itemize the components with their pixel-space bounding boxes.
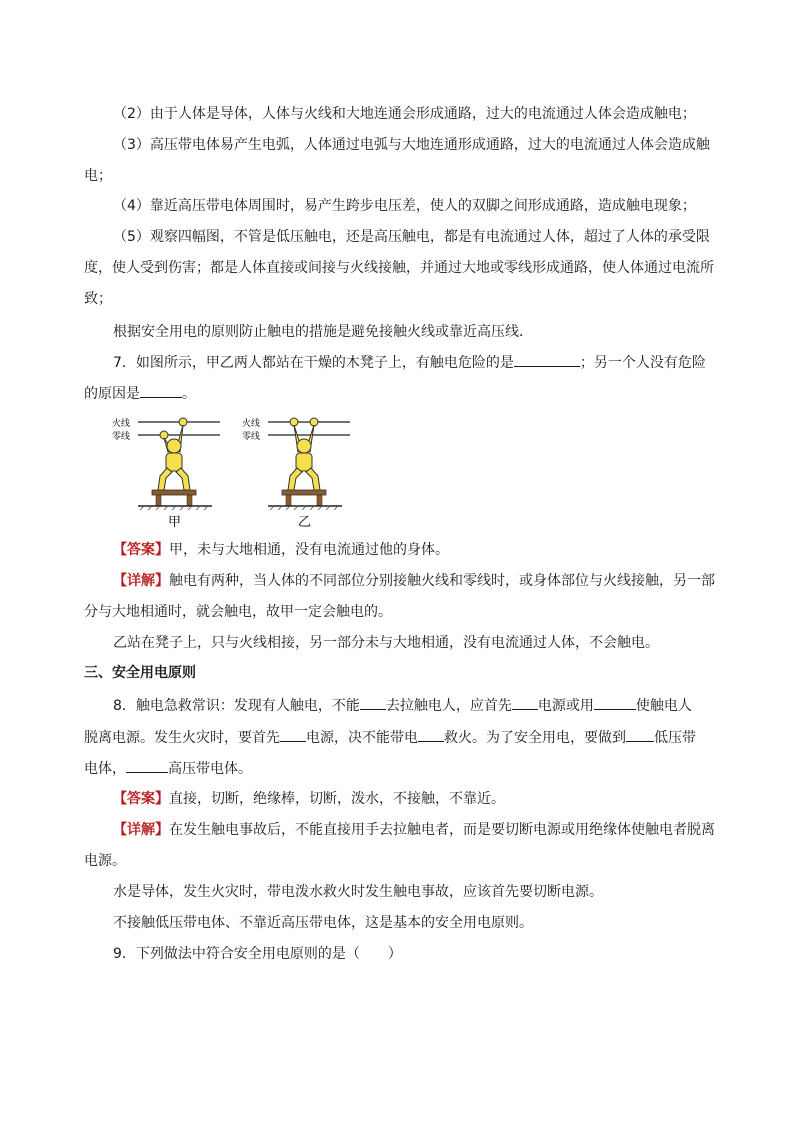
svg-text:甲: 甲 xyxy=(168,515,182,530)
q9: 9．下列做法中符合安全用电原则的是（ ） xyxy=(113,946,402,962)
person-jia-icon xyxy=(158,418,190,490)
svg-text:零线: 零线 xyxy=(242,432,261,442)
section-title: 三、安全用电原则 xyxy=(84,665,196,681)
q8-answer: 【答案】直接，切断，绝缘棒，切断，泼水，不接触，不靠近。 xyxy=(113,791,505,807)
electric-shock-figure xyxy=(108,410,358,530)
p5-line2: 度，使人受到伤害；都是人体直接或间接与火线接触，并通过大地或零线形成通路，使人体通过电流所 xyxy=(84,260,714,276)
q8-detail-line4: 不接触低压带电体、不靠近高压带电体，这是基本的安全用电原则。 xyxy=(113,915,533,931)
q7-detail-line2: 分与大地相通时，就会触电，故甲一定会触电的。 xyxy=(84,604,392,620)
p3-line2: 电； xyxy=(84,168,112,184)
q8-detail-line3: 水是导体，发生火灾时，带电泼水救火时发生触电事故，应该首先要切断电源。 xyxy=(113,884,603,900)
p6: 根据安全用电的原则防止触电的措施是避免接触火线或靠近高压线． xyxy=(113,324,533,340)
svg-text:火线: 火线 xyxy=(112,419,131,429)
q7-line1: 7．如图所示，甲乙两人都站在干燥的木凳子上，有触电危险的是 ；另一个人没有危险 xyxy=(113,352,706,373)
q8-detail-line2: 电源。 xyxy=(84,853,126,869)
svg-text:火线: 火线 xyxy=(242,419,261,429)
svg-text:乙: 乙 xyxy=(298,515,312,530)
q8-line3: 电体， 高压带电体。 xyxy=(84,758,252,779)
q7-detail-line3: 乙站在凳子上，只与火线相接，另一部分未与大地相通，没有电流通过人体，不会触电。 xyxy=(113,635,659,651)
p4: （4）靠近高压带电体周围时，易产生跨步电压差，使人的双脚之间形成通路，造成触电现象； xyxy=(113,198,696,214)
p2: （2）由于人体是导体，人体与火线和大地连通会形成通路，过大的电流通过人体会造成触电； xyxy=(113,106,696,122)
p5-line1: （5）观察四幅图，不管是低压触电，还是高压触电，都是有电流通过人体，超过了人体的承受限 xyxy=(113,229,710,245)
stool-jia-icon xyxy=(152,490,196,495)
q7-detail-line1: 【详解】触电有两种，当人体的不同部位分别接触火线和零线时，或身体部位与火线接触，另一部 xyxy=(113,573,715,589)
q8-detail-line1: 【详解】在发生触电事故后，不能直接用手去拉触电者，而是要切断电源或用绝缘体使触电者脱离 xyxy=(113,822,715,838)
p5-line3: 致； xyxy=(84,291,112,307)
q7-answer: 【答案】甲，未与大地相通，没有电流通过他的身体。 xyxy=(113,542,449,558)
q8-line1: 8．触电急救常识：发现有人触电，不能 去拉触电人，应首先 电源或用 使触电人 xyxy=(113,695,692,716)
stool-yi-icon xyxy=(282,490,326,495)
p3-line1: （3）高压带电体易产生电弧，人体通过电弧与大地连通形成通路，过大的电流通过人体会造成触 xyxy=(113,137,710,153)
person-yi-icon xyxy=(288,418,320,490)
q8-line2: 脱离电源。发生火灾时，要首先 电源，决不能带电 救火。为了安全用电，要做到 低压带 xyxy=(84,727,696,748)
q7-line2: 的原因是 。 xyxy=(84,383,196,404)
svg-text:零线: 零线 xyxy=(112,432,131,442)
